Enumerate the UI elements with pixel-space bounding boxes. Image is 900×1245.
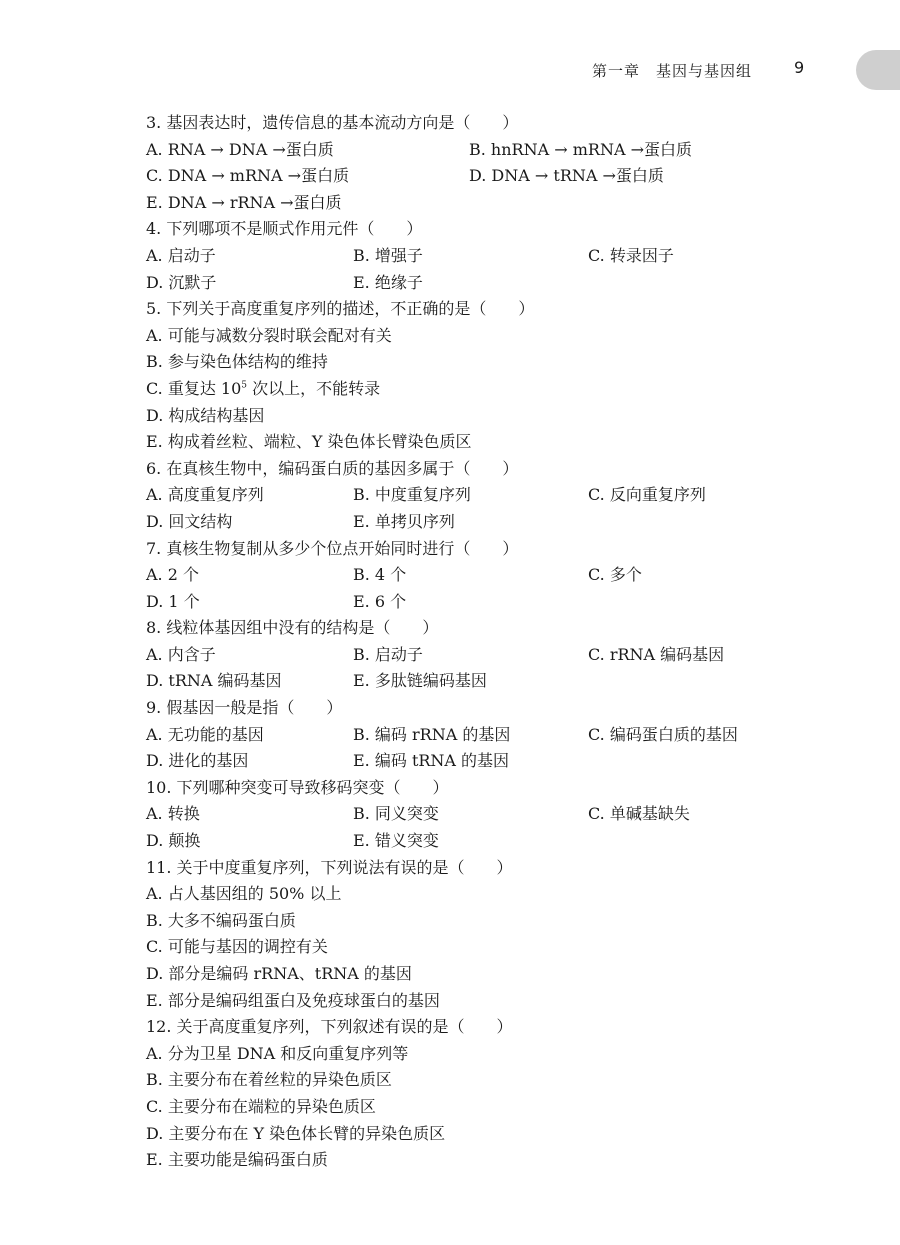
- option-e: E. 构成着丝粒、端粒、Y 染色体长臂染色质区: [146, 432, 472, 452]
- question-9-options-row-1: [146, 722, 866, 749]
- option-b: B. 4 个: [353, 565, 407, 585]
- option-c: C. DNA → mRNA →蛋白质: [146, 166, 350, 186]
- option-a: A. 无功能的基因: [146, 724, 264, 744]
- option-a: A. 可能与减数分裂时联会配对有关: [146, 325, 392, 345]
- question-12-stem: 12. 关于高度重复序列，下列叙述有误的是（ ）: [146, 1017, 513, 1037]
- option-e: E. 单拷贝序列: [353, 511, 455, 531]
- option-b: B. 同义突变: [353, 804, 439, 824]
- option-a: A. 高度重复序列: [146, 485, 264, 505]
- option-e: E. 编码 tRNA 的基因: [353, 751, 510, 771]
- question-7-stem: 7. 真核生物复制从多少个位点开始同时进行（ ）: [146, 538, 519, 558]
- option-c: C. 可能与基因的调控有关: [146, 937, 328, 957]
- option-e: E. 错义突变: [353, 831, 439, 851]
- option-c-suffix: 次以上，不能转录: [247, 378, 381, 398]
- question-9-stem: 9. 假基因一般是指（ ）: [146, 698, 343, 718]
- question-3-options-row-2: [146, 163, 866, 190]
- question-8-options-row-1: [146, 642, 866, 669]
- option-e: E. 绝缘子: [353, 272, 423, 292]
- option-c: C. 编码蛋白质的基因: [588, 724, 738, 744]
- question-8-stem: 8. 线粒体基因组中没有的结构是（ ）: [146, 618, 439, 638]
- question-4-options-row-2: [146, 270, 866, 297]
- option-c: C. 主要分布在端粒的异染色质区: [146, 1096, 376, 1116]
- option-e: E. 6 个: [353, 591, 407, 611]
- option-b: B. 编码 rRNA 的基因: [353, 724, 511, 744]
- question-7-options-row-1: [146, 562, 866, 589]
- option-c-prefix: C. 重复达 10: [146, 378, 242, 398]
- option-d: D. DNA → tRNA →蛋白质: [469, 166, 664, 186]
- question-9-options-row-2: [146, 748, 866, 775]
- option-a: A. 转换: [146, 804, 200, 824]
- option-d: D. 进化的基因: [146, 751, 249, 771]
- option-c: C. 转录因子: [588, 245, 674, 265]
- page-header: [0, 58, 900, 88]
- option-d: D. 部分是编码 rRNA、tRNA 的基因: [146, 964, 412, 983]
- question-6-options-row-1: [146, 482, 866, 509]
- option-b: B. 中度重复序列: [353, 485, 471, 505]
- question-11-stem: 11. 关于中度重复序列，下列说法有误的是（ ）: [146, 857, 513, 877]
- question-10-stem: 10. 下列哪种突变可导致移码突变（ ）: [146, 777, 449, 797]
- question-4-options-row-1: [146, 243, 866, 270]
- option-e: E. 主要功能是编码蛋白质: [146, 1150, 328, 1170]
- option-b: B. 参与染色体结构的维持: [146, 352, 328, 372]
- option-c: [146, 376, 866, 403]
- option-c: C. rRNA 编码基因: [588, 644, 725, 664]
- question-3-options-row-1: [146, 137, 866, 164]
- option-b: B. 启动子: [353, 644, 423, 664]
- question-6-options-row-2: [146, 509, 866, 536]
- option-e: E. 部分是编码组蛋白及免疫球蛋白的基因: [146, 990, 440, 1010]
- question-8-options-row-2: [146, 668, 866, 695]
- option-a: A. 启动子: [146, 245, 216, 265]
- option-b: B. 大多不编码蛋白质: [146, 910, 296, 930]
- question-list: [146, 110, 866, 1174]
- option-d: D. 颠换: [146, 831, 201, 851]
- question-7-options-row-2: [146, 589, 866, 616]
- question-5-stem: 5. 下列关于高度重复序列的描述，不正确的是（ ）: [146, 299, 535, 319]
- question-10-options-row-1: [146, 801, 866, 828]
- option-d: D. 主要分布在 Y 染色体长臂的异染色质区: [146, 1123, 446, 1143]
- option-a: A. 2 个: [146, 565, 199, 585]
- option-b: B. hnRNA → mRNA →蛋白质: [469, 139, 692, 159]
- option-d: D. 沉默子: [146, 272, 217, 292]
- option-e: E. 多肽链编码基因: [353, 671, 487, 691]
- option-d: D. 构成结构基因: [146, 405, 265, 425]
- page-edge-tab: [856, 50, 900, 90]
- question-10-options-row-2: [146, 828, 866, 855]
- option-b: B. 主要分布在着丝粒的异染色质区: [146, 1070, 392, 1090]
- chapter-title: 第一章 基因与基因组: [591, 62, 752, 80]
- option-c: C. 单碱基缺失: [588, 804, 690, 824]
- question-3-stem: 3. 基因表达时，遗传信息的基本流动方向是（ ）: [146, 113, 519, 132]
- page-number: 9: [794, 58, 805, 77]
- option-d: D. tRNA 编码基因: [146, 671, 282, 691]
- option-a: A. 分为卫星 DNA 和反向重复序列等: [146, 1043, 409, 1063]
- option-a: A. 占人基因组的 50% 以上: [146, 884, 342, 904]
- option-e: E. DNA → rRNA →蛋白质: [146, 192, 342, 212]
- option-c: C. 多个: [588, 565, 642, 585]
- option-a: A. 内含子: [146, 644, 216, 664]
- option-d: D. 回文结构: [146, 511, 233, 531]
- question-6-stem: 6. 在真核生物中，编码蛋白质的基因多属于（ ）: [146, 458, 519, 478]
- option-a: A. RNA → DNA →蛋白质: [146, 139, 334, 159]
- option-d: D. 1 个: [146, 591, 200, 611]
- option-c: C. 反向重复序列: [588, 485, 706, 505]
- question-3-options-row-3: [146, 190, 866, 217]
- question-4-stem: 4. 下列哪项不是顺式作用元件（ ）: [146, 219, 423, 239]
- exponent: 5: [241, 380, 248, 391]
- option-b: B. 增强子: [353, 245, 423, 265]
